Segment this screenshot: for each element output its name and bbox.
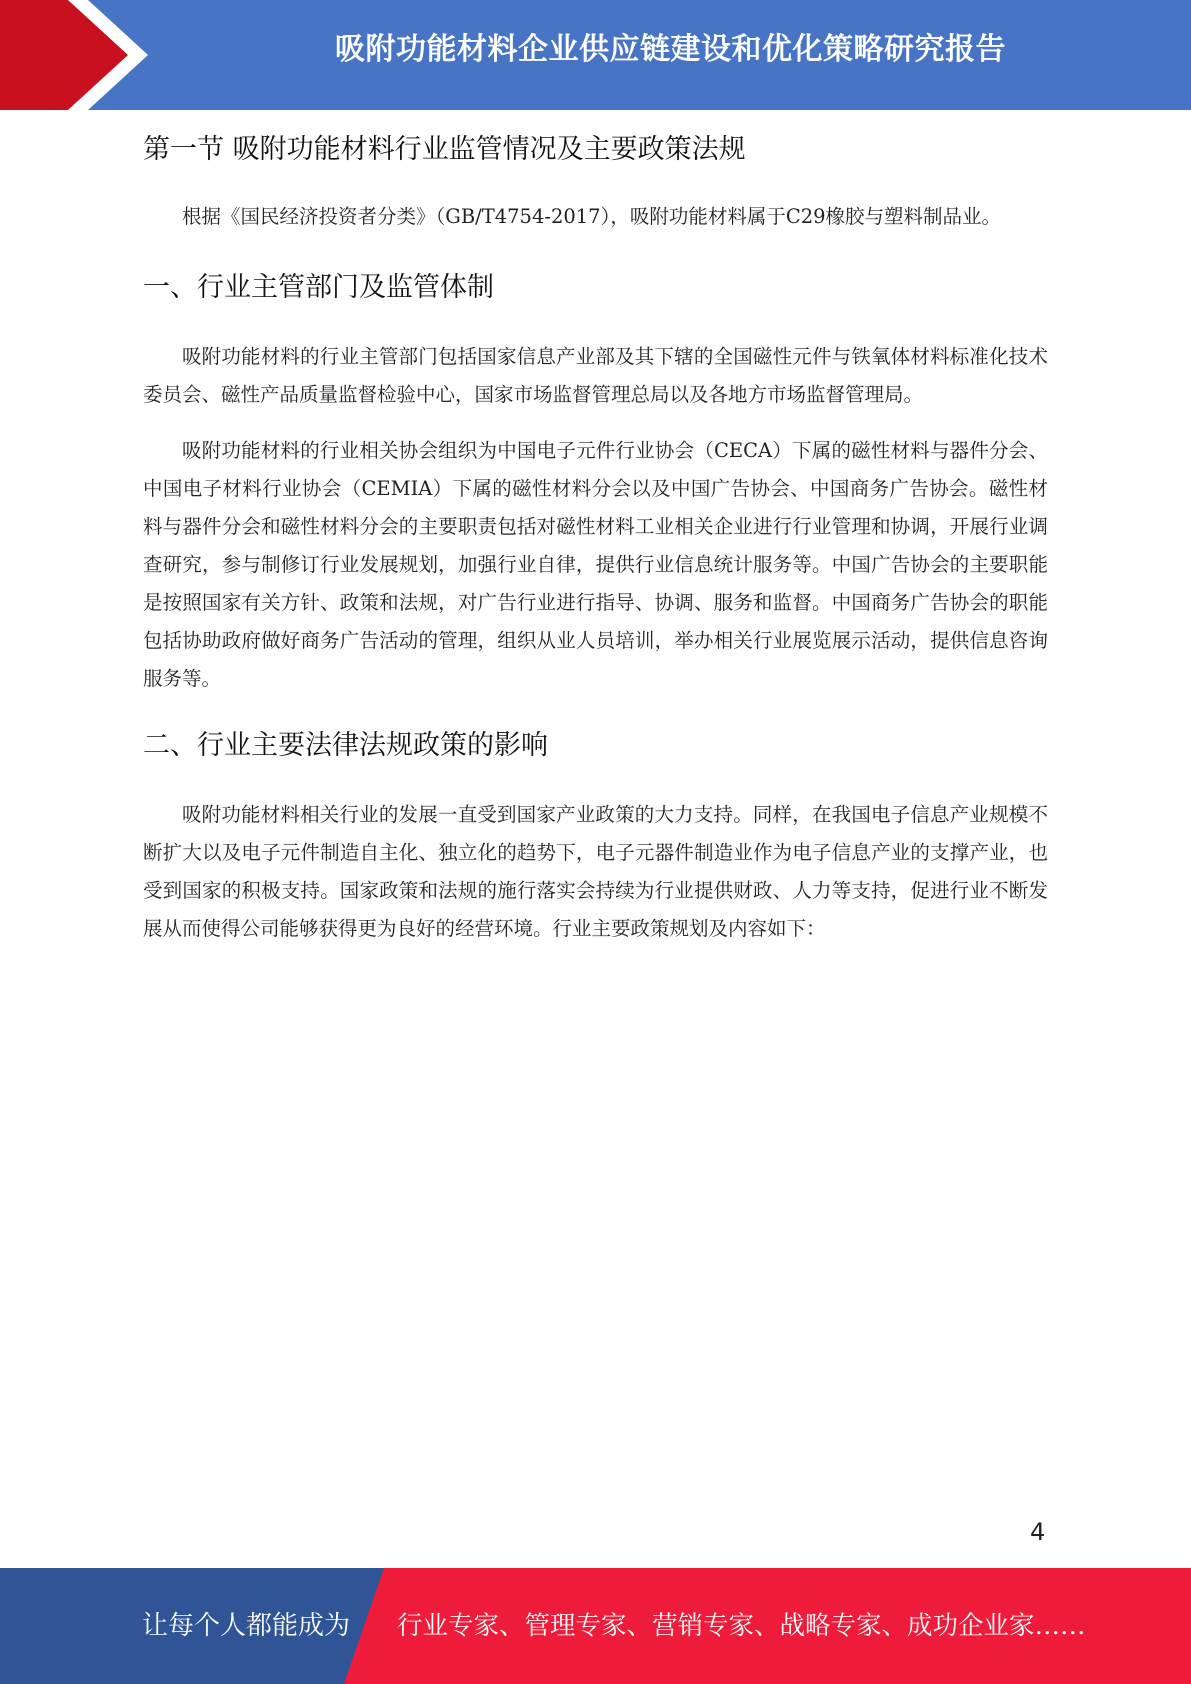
subsection-heading: 一、行业主管部门及监管体制 bbox=[143, 272, 494, 303]
page-number: 4 bbox=[1030, 1518, 1046, 1546]
body-paragraph: 吸附功能材料的行业相关协会组织为中国电子元件行业协会（CECA）下属的磁性材料与器件分会、中国电子材料行业协会（CEMIA）下属的磁性材料分会以及中国广告协会、中国商务广告协会。磁性材料与器件分会和磁性材料分会的主要职责包括对磁性材料工业相关企业进行行业管理和协调，开展行业调查研究，参与制修订行业发展规划，加强行业自律，提供行业信息统计服务等。中国广告协会的主要职能是按照国家有关方针、政策和法规，对广告行业进行指导、协调、服务和监督。中国商务广告协会的职能包括协助政府做好商务广告活动的管理，组织从业人员培训，举办相关行业展览展示活动，提供信息咨询服务等。 bbox=[143, 439, 1048, 690]
subsection-heading: 二、行业主要法律法规政策的影响 bbox=[143, 730, 548, 761]
body-paragraph: 吸附功能材料的行业主管部门包括国家信息产业部及其下辖的全国磁性元件与铁氧体材料标准化技术委员会、磁性产品质量监督检验中心，国家市场监督管理总局以及各地方市场监督管理局。 bbox=[143, 345, 1048, 406]
footer-slogan-left: 让每个人都能成为 bbox=[142, 1611, 351, 1641]
header-arrow-decoration bbox=[0, 0, 160, 110]
intro-paragraph: 根据《国民经济投资者分类》（GB/T4754-2017），吸附功能材料属于C29橡胶与塑料制品业。 bbox=[182, 205, 1002, 228]
page-footer bbox=[0, 1568, 1191, 1684]
page-header bbox=[0, 0, 1191, 110]
page-content bbox=[143, 128, 1048, 948]
footer-slogan-right: 行业专家、管理专家、营销专家、战略专家、成功企业家…… bbox=[397, 1611, 1086, 1641]
report-title: 吸附功能材料企业供应链建设和优化策略研究报告 bbox=[335, 32, 1006, 67]
section-title: 第一节 吸附功能材料行业监管情况及主要政策法规 bbox=[143, 134, 746, 165]
body-paragraph: 吸附功能材料相关行业的发展一直受到国家产业政策的大力支持。同样，在我国电子信息产业规模不断扩大以及电子元件制造自主化、独立化的趋势下，电子元器件制造业作为电子信息产业的支撑产业，也受到国家的积极支持。国家政策和法规的施行落实会持续为行业提供财政、人力等支持，促进行业不断发展从而使得公司能够获得更为良好的经营环境。行业主要政策规划及内容如下： bbox=[143, 803, 1048, 940]
